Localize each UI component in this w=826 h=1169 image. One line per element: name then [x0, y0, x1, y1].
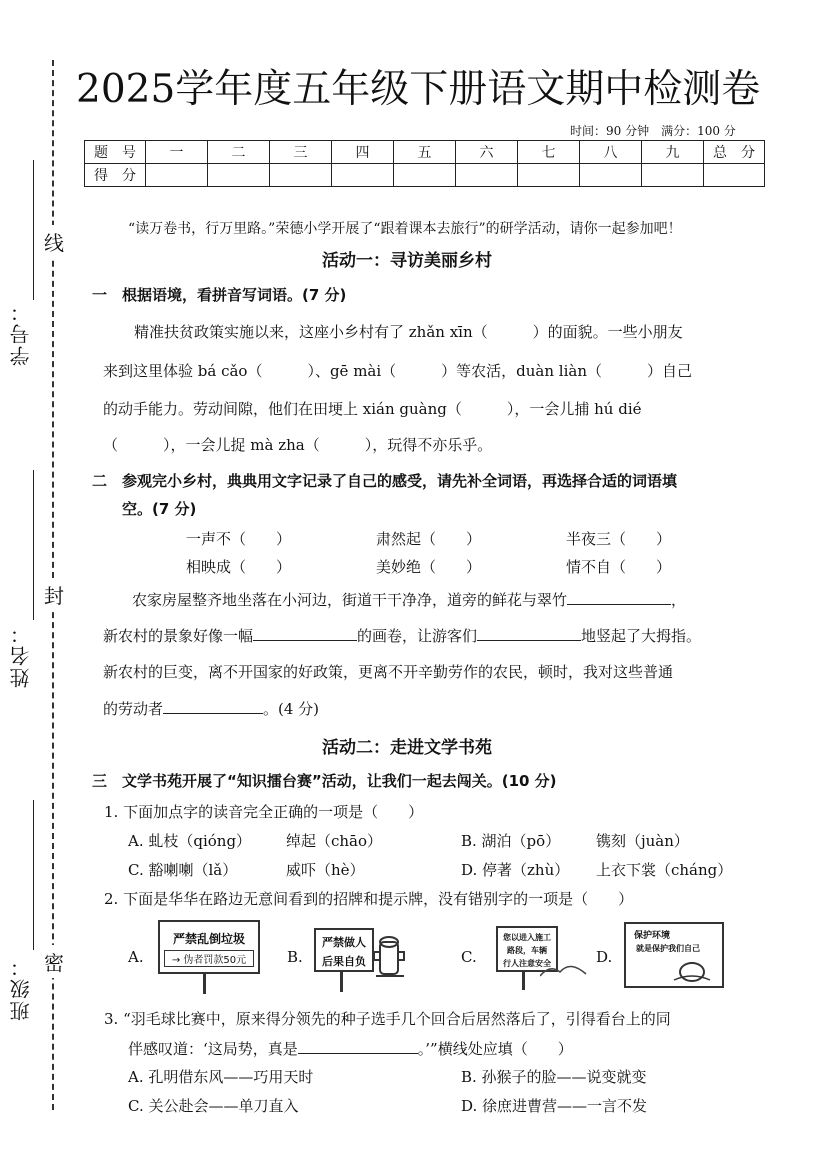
q3-s1-optD-1: D. 停著（zhù）: [461, 861, 570, 879]
score-input-cell[interactable]: [704, 164, 765, 187]
q3-s2-optA-letter: A.: [128, 948, 144, 966]
q3-s1-optA-1: A. 虬枝（qióng）: [128, 832, 252, 850]
q2-text: 地竖起了大拇指。: [581, 627, 702, 645]
q2-word: 美妙绝（ ）: [376, 558, 482, 576]
q2-text: 的劳动者: [103, 700, 164, 718]
q3-s3-optA: A. 孔明借东风——巧用天时: [128, 1068, 314, 1086]
q1-line1: 精准扶贫政策实施以来，这座小乡村有了 zhǎn xīn（ ）的面貌。一些小朋友: [134, 323, 683, 341]
banji-label: 班级：: [9, 955, 33, 1021]
q3-s3-optC: C. 关公赴会——单刀直入: [128, 1097, 299, 1115]
q3-s2-optB-letter: B.: [287, 948, 303, 966]
q2-para-line3: 新农村的巨变，离不开国家的好政策，更离不开辛勤劳作的农民，顿时，我对这些普通: [103, 663, 674, 681]
xuehao-underline: [33, 160, 34, 300]
sign-c-line3: 行人注意安全: [503, 959, 551, 968]
q3-s3-stem-line1: 3. “羽毛球比赛中，原来得分领先的种子选手几个回合后居然落后了，引得看台上的同: [104, 1010, 671, 1028]
sign-b-line2: 后果自负: [322, 955, 366, 968]
score-input-cell[interactable]: [456, 164, 518, 187]
page-title: 2025学年度五年级下册语文期中检测卷: [76, 67, 761, 112]
intro-text: “读万卷书，行万里路。”荣德小学开展了“跟着课本去旅行”的研学活动，请你一起参加吧！: [128, 221, 682, 237]
q3-s1-optB-2: 镌刻（juàn）: [596, 832, 689, 850]
score-input-cell[interactable]: [580, 164, 642, 187]
q3-s3-optB: B. 孙猴子的脸——说变就变: [461, 1068, 647, 1086]
q2-para-line1: [132, 588, 686, 610]
score-cell: 一: [146, 141, 208, 164]
time-info: 时间：90 分钟 满分：100 分: [570, 124, 736, 138]
q1-line3: 的动手能力。劳动间隙，他们在田埂上 xián guàng（ ），一会儿捕 hú dié: [103, 400, 642, 418]
q2-title-line1: 参观完小乡村，典典用文字记录了自己的感受，请先补全词语，再选择合适的词语填: [122, 472, 678, 490]
q2-text: 。(4 分): [263, 700, 320, 718]
q2-number: 二: [92, 472, 108, 490]
q2-word: 一声不（ ）: [186, 530, 292, 548]
q2-word: 半夜三（ ）: [566, 530, 672, 548]
score-input-cell[interactable]: [642, 164, 704, 187]
sign-d-line1: 保护环境: [634, 931, 671, 941]
q3-title: 文学书苑开展了“知识擂台赛”活动，让我们一起去闯关。(10 分): [122, 772, 557, 790]
q3-text: 。’”横线处应填（ ）: [417, 1040, 573, 1058]
sign-a: [158, 920, 260, 974]
q2-text: 新农村的景象好像一幅: [103, 627, 254, 645]
sign-c-post: [522, 970, 525, 990]
fire-hydrant-icon: [372, 932, 408, 980]
sign-b-post: [340, 970, 343, 992]
q2-text: ，: [671, 591, 687, 609]
sign-c-line2: 路段，车辆: [507, 946, 547, 955]
q2-text: 的画卷，让游客们: [357, 627, 478, 645]
q3-s1-optD-2: 上衣下裳（cháng）: [596, 861, 733, 879]
sign-b-line1: 严禁做人: [322, 936, 366, 949]
q2-title-line2: 空。(7 分): [122, 500, 197, 518]
q2-word: 肃然起（ ）: [376, 530, 482, 548]
grass-icon: [540, 958, 588, 978]
q3-s1-optA-2: 绰起（chāo）: [286, 832, 383, 850]
score-value-row: [85, 164, 765, 187]
score-cell: 七: [518, 141, 580, 164]
q3-s1-optC-1: C. 豁喇喇（lǎ）: [128, 861, 238, 879]
score-table: [84, 140, 765, 187]
banji-underline: [33, 800, 34, 950]
q3-text: 伴感叹道：‘这局势，真是: [128, 1040, 298, 1058]
q1-line2: 来到这里体验 bá cǎo（ ）、gē mài（ ）等农活，duàn liàn（ ）自己: [103, 362, 693, 380]
sign-a-line2: → 伪者罚款50元: [164, 950, 254, 967]
score-input-cell[interactable]: [394, 164, 456, 187]
score-cell: 六: [456, 141, 518, 164]
margin-xian: 线: [44, 225, 64, 258]
earth-icon: [672, 958, 712, 982]
score-cell: 题 号: [85, 141, 146, 164]
sign-d-line2: 就是保护我们自己: [636, 944, 700, 953]
score-input-cell[interactable]: [146, 164, 208, 187]
q2-para-line4: [103, 697, 319, 719]
score-cell: 四: [332, 141, 394, 164]
activity2-heading: 活动二：走进文学书苑: [322, 738, 492, 758]
q2-word: 情不自（ ）: [566, 558, 672, 576]
score-cell: 总 分: [704, 141, 765, 164]
q3-s3-optD: D. 徐庶进曹营——一言不发: [461, 1097, 648, 1115]
q3-number: 三: [92, 772, 108, 790]
q3-s1-optB-1: B. 湖泊（pō）: [461, 832, 561, 850]
q2-text: 农家房屋整齐地坐落在小河边，街道干干净净，道旁的鲜花与翠竹: [132, 591, 568, 609]
sign-c-line1: 您以进入施工: [503, 933, 551, 942]
q1-line4: （ ），一会儿捉 mà zha（ ），玩得不亦乐乎。: [103, 436, 493, 454]
q3-s2-stem: 2. 下面是华华在路边无意间看到的招牌和提示牌，没有错别字的一项是（ ）: [104, 890, 634, 908]
score-input-cell[interactable]: [518, 164, 580, 187]
score-input-cell[interactable]: [332, 164, 394, 187]
score-cell: 九: [642, 141, 704, 164]
q3-s1-optC-2: 威吓（hè）: [286, 861, 365, 879]
q2-para-line2: [103, 624, 701, 646]
answer-blank[interactable]: [253, 624, 357, 641]
score-header-row: [85, 141, 765, 164]
xingming-label: 姓名：: [9, 622, 33, 688]
score-cell: 五: [394, 141, 456, 164]
q3-s3-stem-line2: [128, 1037, 573, 1059]
sign-d: [624, 922, 724, 988]
q1-title: 根据语境，看拼音写词语。(7 分): [122, 286, 347, 304]
answer-blank[interactable]: [567, 588, 671, 605]
score-cell: 二: [208, 141, 270, 164]
sign-a-post: [203, 972, 206, 994]
sign-b: [314, 928, 374, 972]
q1-number: 一: [92, 286, 108, 304]
margin-feng: 封: [44, 578, 64, 611]
answer-blank[interactable]: [477, 624, 581, 641]
score-cell: 八: [580, 141, 642, 164]
margin-mi: 密: [44, 945, 64, 978]
q3-s2-optD-letter: D.: [596, 948, 613, 966]
q2-word: 相映成（ ）: [186, 558, 292, 576]
score-row-label: 得 分: [85, 164, 146, 187]
answer-blank[interactable]: [298, 1037, 418, 1054]
score-cell: 三: [270, 141, 332, 164]
q3-s2-optC-letter: C.: [461, 948, 477, 966]
xingming-underline: [33, 470, 34, 620]
score-input-cell[interactable]: [270, 164, 332, 187]
sign-a-line1: 严禁乱倒垃圾: [172, 932, 245, 946]
q3-s1-stem: 1. 下面加点字的读音完全正确的一项是（ ）: [104, 803, 424, 821]
score-input-cell[interactable]: [208, 164, 270, 187]
answer-blank[interactable]: [163, 697, 263, 714]
activity1-heading: 活动一：寻访美丽乡村: [322, 251, 492, 271]
xuehao-label: 学号：: [9, 300, 33, 366]
